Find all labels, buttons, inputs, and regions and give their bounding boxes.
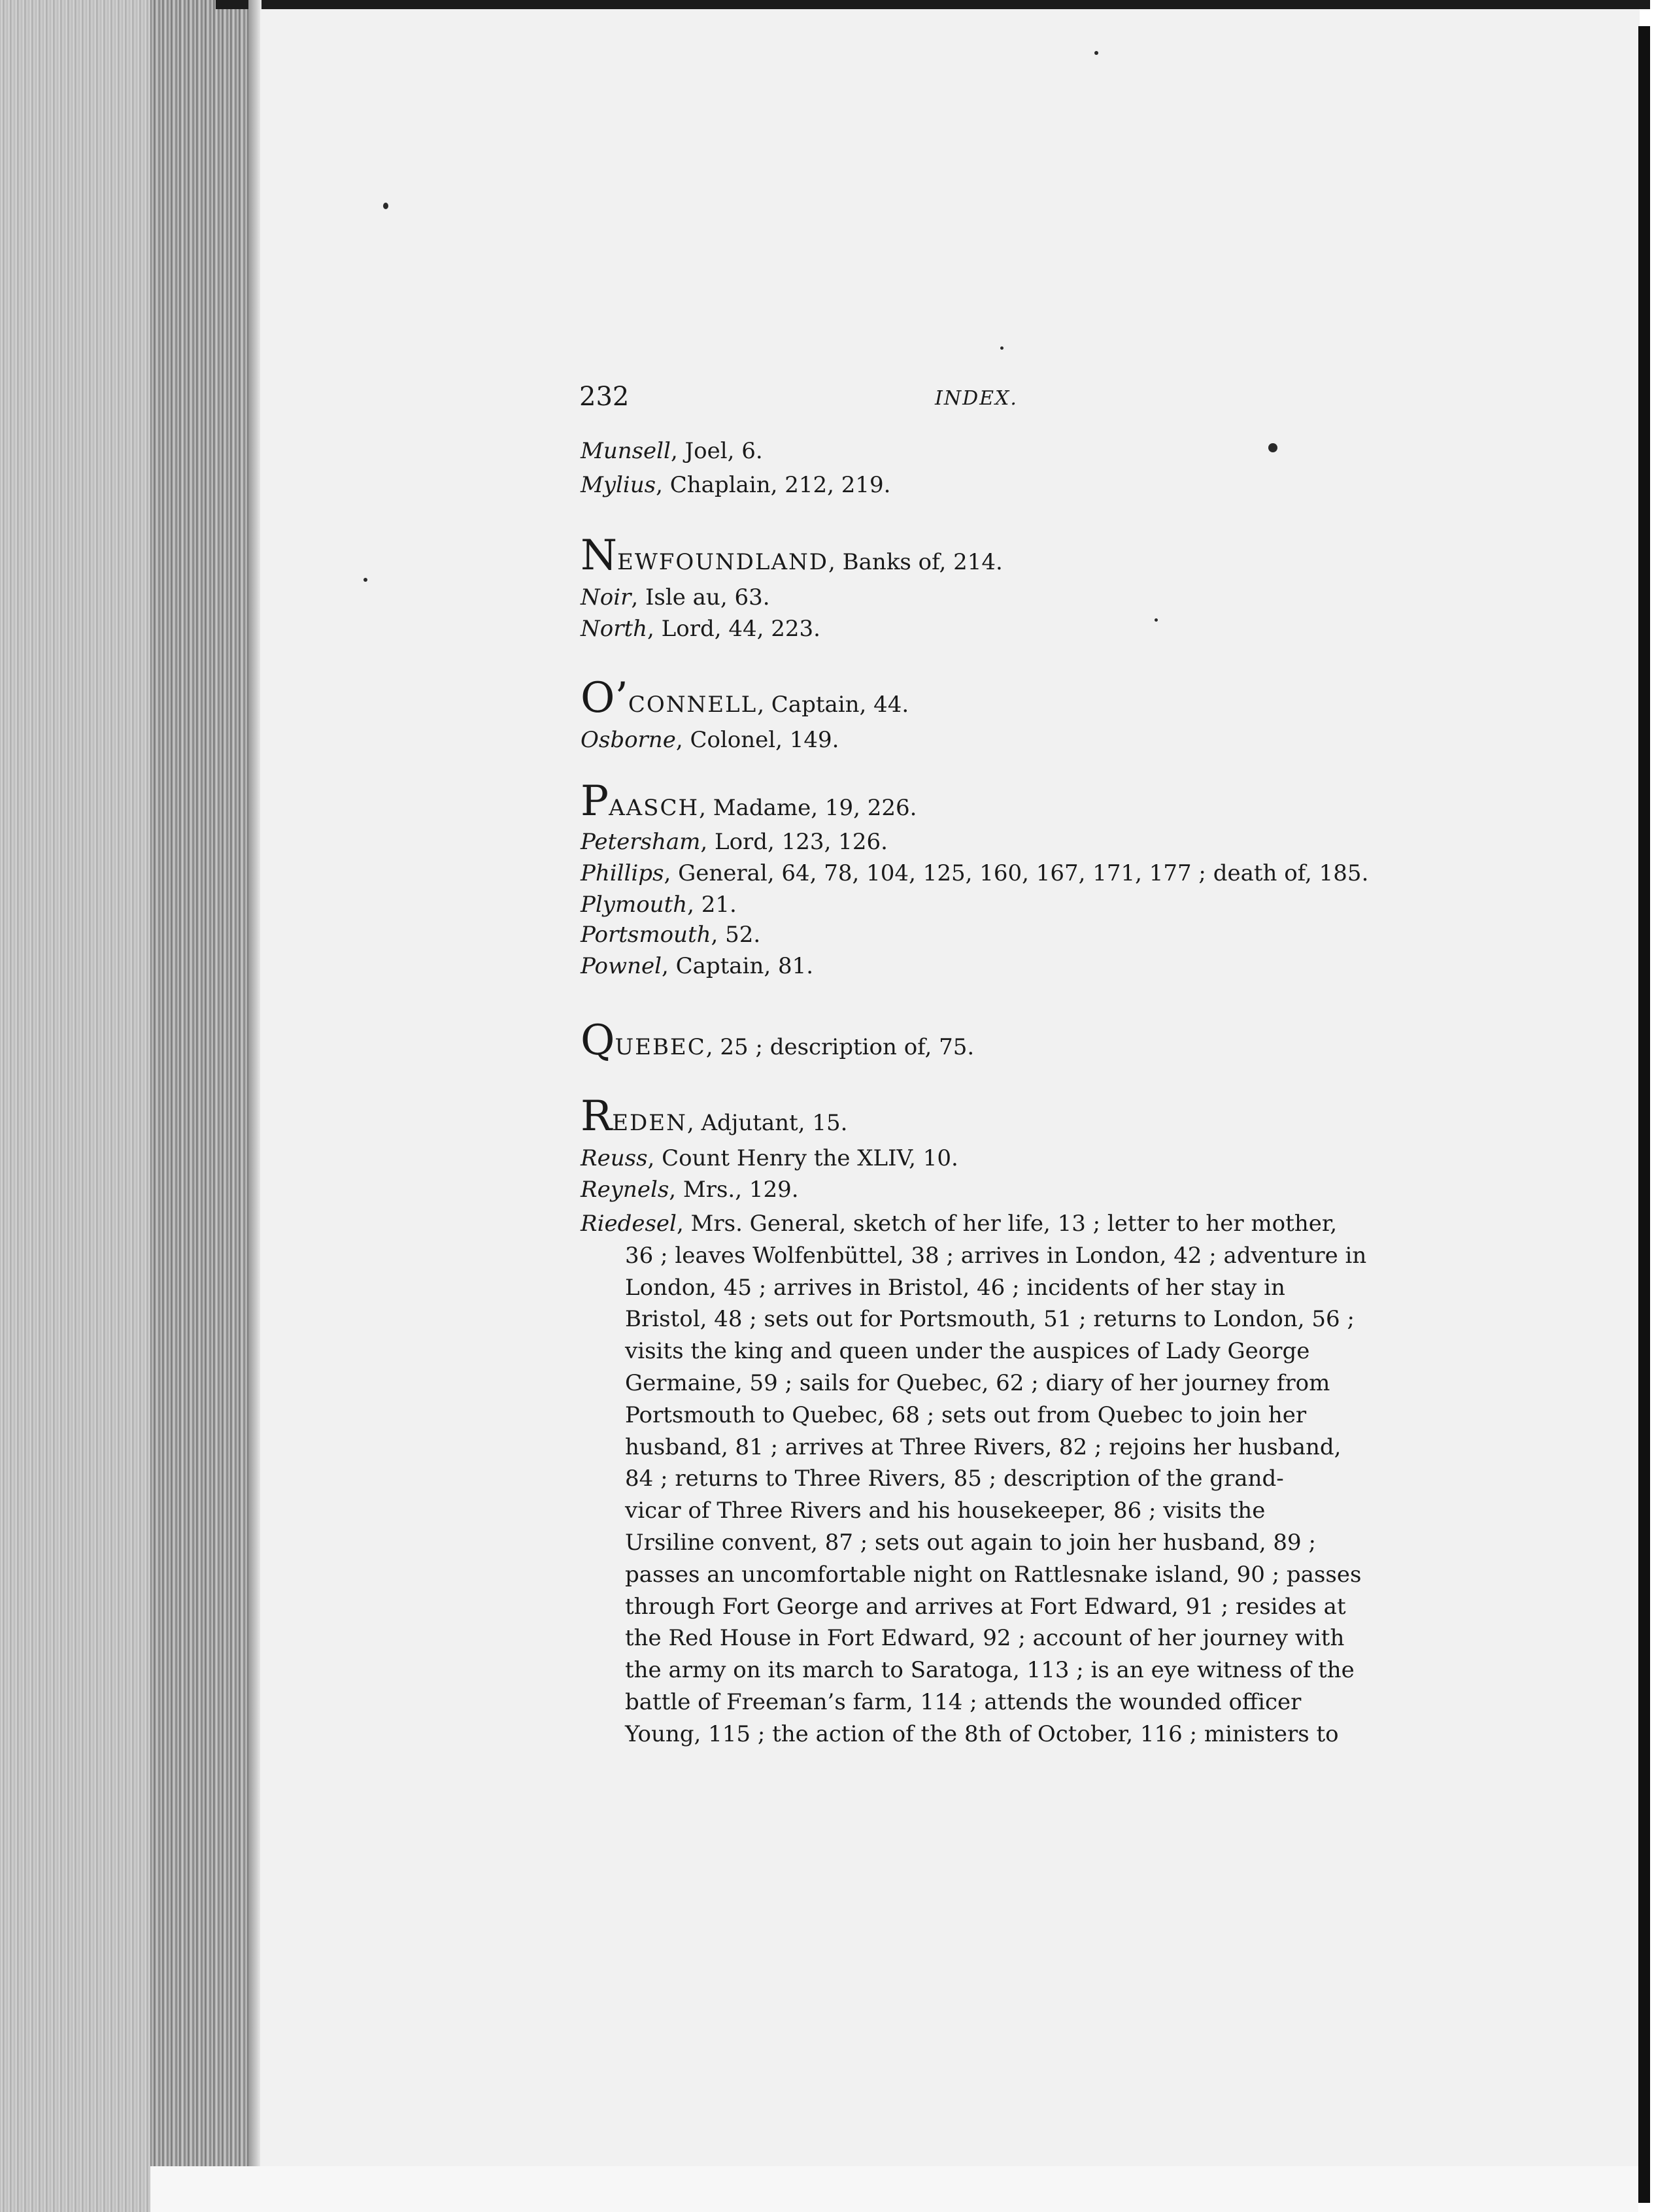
section-initial: O’ bbox=[581, 674, 628, 722]
entry-detail: , Mrs., 129. bbox=[669, 1177, 799, 1203]
entry-name: Pownel bbox=[581, 953, 662, 979]
entry-name: Reynels bbox=[581, 1177, 669, 1203]
section-initial: N bbox=[581, 531, 617, 580]
entry-continuation-line: vicar of Three Rivers and his housekeeper, 86 ; visits the bbox=[625, 1498, 1266, 1524]
entry-detail: , Joel, 6. bbox=[670, 438, 763, 464]
entry-name: Portsmouth bbox=[581, 922, 711, 948]
entry-head: AASCH bbox=[609, 795, 700, 821]
entry-detail: , 25 ; description of, 75. bbox=[705, 1034, 975, 1060]
index-entry-section-n bbox=[581, 531, 1003, 580]
entry-continuation-line: husband, 81 ; arrives at Three Rivers, 82 ; rejoins her husband, bbox=[625, 1433, 1342, 1460]
entry-name: North bbox=[581, 616, 648, 642]
scan-speck bbox=[1094, 51, 1098, 55]
gutter-shadow bbox=[248, 0, 262, 2212]
entry-name: Riedesel bbox=[581, 1211, 677, 1237]
entry-detail: , Lord, 123, 126. bbox=[700, 829, 888, 855]
entry-detail: , Madame, 19, 226. bbox=[699, 795, 917, 821]
index-entry bbox=[581, 616, 820, 642]
entry-name: Munsell bbox=[581, 438, 671, 464]
entry-name: Petersham bbox=[581, 829, 701, 855]
entry-detail: , Count Henry the XLIV, 10. bbox=[647, 1145, 958, 1171]
entry-continuation-line: Young, 115 ; the action of the 8th of October, 116 ; ministers to bbox=[625, 1720, 1339, 1747]
index-entry-section-o bbox=[581, 674, 909, 722]
entry-name: Osborne bbox=[581, 727, 676, 753]
entry-continuation-line: 84 ; returns to Three Rivers, 85 ; description of the grand- bbox=[625, 1466, 1284, 1492]
entry-head: CONNELL bbox=[628, 692, 758, 718]
index-entry-section-p bbox=[581, 777, 917, 826]
page-sheet bbox=[260, 9, 1640, 2166]
entry-continuation-line: the Red House in Fort Edward, 92 ; account of her journey with bbox=[625, 1625, 1345, 1652]
index-entry-riedesel bbox=[581, 1208, 1365, 1751]
entry-continuation-line: Ursiline convent, 87 ; sets out again to join her husband, 89 ; bbox=[625, 1529, 1316, 1556]
entry-detail: , Captain, 44. bbox=[757, 692, 909, 718]
entry-head: UEBEC bbox=[615, 1034, 706, 1060]
scan-speck bbox=[1268, 443, 1277, 452]
index-entry bbox=[581, 438, 763, 464]
entry-continuation-line: through Fort George and arrives at Fort Edward, 91 ; resides at bbox=[625, 1593, 1346, 1620]
entry-name: Phillips bbox=[581, 860, 664, 886]
entry-continuation-line: 36 ; leaves Wolfenbüttel, 38 ; arrives in London, 42 ; adventure in bbox=[625, 1242, 1367, 1269]
index-entry bbox=[581, 860, 1368, 886]
entry-detail: , Captain, 81. bbox=[661, 953, 814, 979]
right-margin bbox=[1650, 0, 1671, 2212]
scan-speck bbox=[1155, 618, 1158, 622]
index-entry bbox=[581, 892, 737, 918]
scan-speck bbox=[1000, 346, 1004, 350]
entry-detail: , Mrs. General, sketch of her life, 13 ; letter to her mother, bbox=[676, 1211, 1338, 1237]
entry-head: EDEN bbox=[612, 1110, 687, 1136]
entry-detail: , Isle au, 63. bbox=[631, 584, 770, 611]
entry-detail: , Adjutant, 15. bbox=[686, 1110, 848, 1136]
entry-detail: , 21. bbox=[687, 892, 737, 918]
entry-continuation-line: the army on its march to Saratoga, 113 ; is an eye witness of the bbox=[625, 1657, 1355, 1684]
section-initial: P bbox=[581, 777, 609, 826]
index-entry bbox=[581, 584, 770, 611]
entry-continuation-line: battle of Freeman’s farm, 114 ; attends the wounded officer bbox=[625, 1688, 1302, 1715]
entry-detail: , Chaplain, 212, 219. bbox=[656, 472, 891, 498]
entry-detail: , Banks of, 214. bbox=[828, 549, 1003, 575]
entry-continuation-line: Germaine, 59 ; sails for Quebec, 62 ; diary of her journey from bbox=[625, 1369, 1330, 1396]
index-entry-section-r bbox=[581, 1092, 848, 1141]
index-entry bbox=[581, 727, 839, 753]
scan-speck bbox=[363, 578, 367, 582]
entry-continuation-line: Portsmouth to Quebec, 68 ; sets out from Quebec to join her bbox=[625, 1401, 1307, 1428]
entry-head: EWFOUNDLAND bbox=[617, 549, 829, 575]
index-entry bbox=[581, 1145, 958, 1171]
entry-continuation-line: passes an uncomfortable night on Rattlesnake island, 90 ; passes bbox=[625, 1561, 1362, 1588]
bottom-margin bbox=[150, 2166, 1638, 2212]
entry-detail: , General, 64, 78, 104, 125, 160, 167, 171, 177 ; death of, 185. bbox=[664, 860, 1369, 886]
entry-continuation-line: visits the king and queen under the auspices of Lady George bbox=[625, 1338, 1310, 1365]
scan-speck bbox=[383, 203, 388, 209]
entry-name: Reuss bbox=[581, 1145, 648, 1171]
top-border bbox=[216, 0, 1671, 9]
running-head: INDEX. bbox=[935, 387, 1018, 410]
page-stack-edge bbox=[0, 0, 150, 2212]
entry-name: Plymouth bbox=[581, 892, 688, 918]
entry-name: Noir bbox=[581, 584, 632, 611]
entry-detail: , Colonel, 149. bbox=[675, 727, 839, 753]
entry-first-line bbox=[581, 1208, 1365, 1240]
index-entry-section-q bbox=[581, 1016, 975, 1065]
right-border bbox=[1638, 26, 1650, 2203]
index-entry bbox=[581, 953, 813, 979]
section-initial: Q bbox=[581, 1016, 615, 1065]
index-entry bbox=[581, 829, 888, 855]
entry-continuation-line: London, 45 ; arrives in Bristol, 46 ; incidents of her stay in bbox=[625, 1274, 1285, 1301]
entry-continuation-line: Bristol, 48 ; sets out for Portsmouth, 51 ; returns to London, 56 ; bbox=[625, 1306, 1355, 1333]
index-entry bbox=[581, 472, 890, 498]
entry-detail: , Lord, 44, 223. bbox=[647, 616, 820, 642]
entry-detail: , 52. bbox=[711, 922, 761, 948]
index-entry bbox=[581, 1177, 799, 1203]
index-entry bbox=[581, 922, 760, 948]
page-number: 232 bbox=[579, 382, 630, 412]
entry-name: Mylius bbox=[581, 472, 656, 498]
page-stack-edge-inner bbox=[150, 0, 248, 2212]
section-initial: R bbox=[581, 1092, 613, 1141]
